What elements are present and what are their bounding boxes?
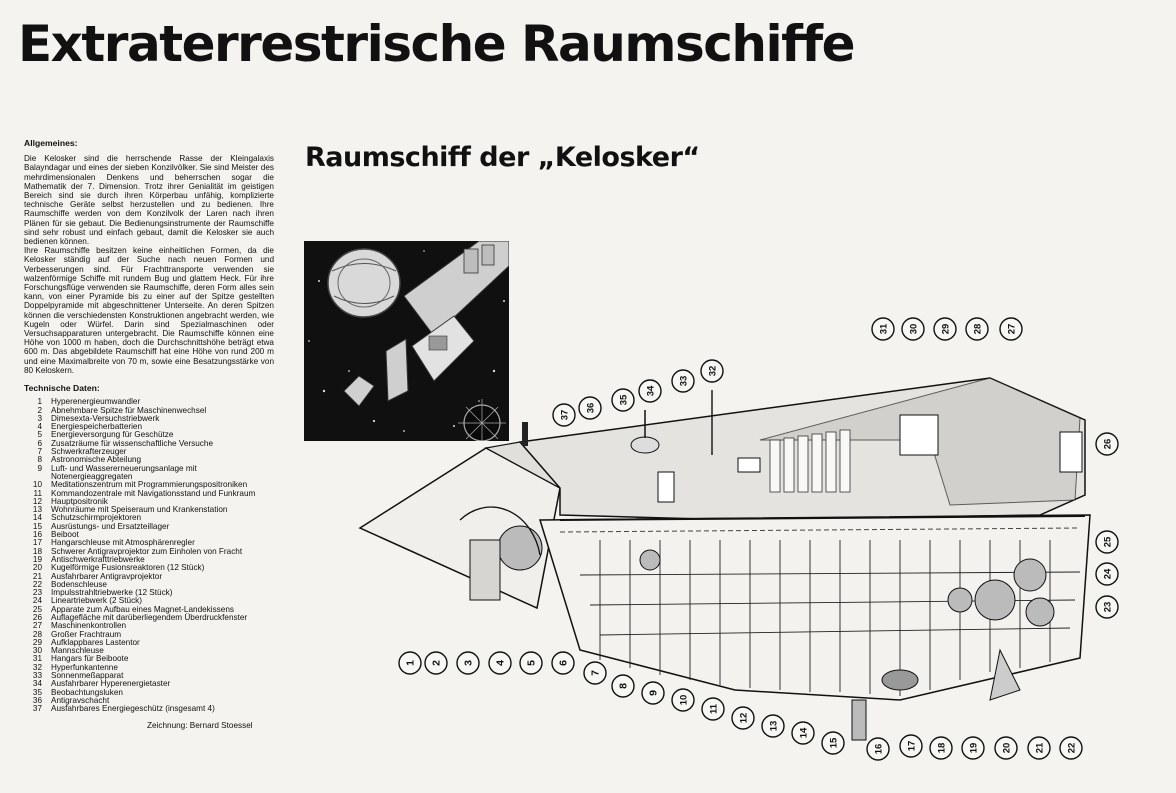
callout-number: 24 [1102,568,1114,580]
callout-number: 6 [557,660,570,666]
callout-number: 10 [678,694,690,706]
legend-number: 30 [32,646,42,656]
legend-label: Apparate zum Aufbau eines Magnet-Landekissens [51,604,234,614]
callout-number: 21 [1034,742,1046,754]
legend-label: Abnehmbare Spitze für Maschinenwechsel [51,405,207,415]
legend-label: Meditationszentrum mit Programmierungspositroniken [51,480,248,490]
legend-label: Lineartriebwerk (2 Stück) [51,596,143,606]
legend-number: 6 [37,438,42,448]
callout-number: 4 [494,660,507,666]
callout-number: 15 [828,737,840,749]
legend-label: Zusatzräume für wissenschaftliche Versuche [51,438,214,448]
legend-number: 10 [32,480,42,490]
legend-label: Ausfahrbarer Antigravprojektor [51,571,163,581]
legend-number: 33 [32,671,42,681]
callout-number: 14 [798,727,810,739]
legend-number: 23 [32,588,42,598]
legend-label: Mannschleuse [51,646,104,656]
legend-label: Sonnenmeßapparat [51,671,124,681]
callout-number: 11 [708,703,720,715]
callout-number: 31 [878,323,890,335]
legend-label: Hangarschleuse mit Atmosphärenregler [51,538,195,548]
legend-number: 26 [32,613,42,622]
legend-number: 12 [32,496,42,506]
legend-label: Auflagefläche mit darüberliegendem Überdruckfenster [51,613,248,622]
callout-number: 26 [1102,438,1114,450]
legend-number: 21 [32,571,42,581]
legend-label: Schutzschirmprojektoren [51,513,142,523]
legend-label: Energieversorgung für Geschütze [51,430,174,440]
callout-number: 22 [1066,742,1078,754]
legend-number: 15 [32,521,42,531]
callout-number: 27 [1006,323,1018,335]
legend-label: Beiboot [51,530,79,540]
callout-number: 19 [968,742,980,754]
callout-number: 5 [525,660,538,666]
legend-label: Ausfahrbares Energiegeschütz (insgesamt 4) [51,704,215,714]
legend-label: Kugelförmige Fusionsreaktoren (12 Stück) [51,563,205,573]
callout-number: 18 [936,742,948,754]
legend-label: Antischwerkrafttriebwerke [51,554,145,564]
legend-number: 19 [32,554,42,564]
legend-label: Ausfahrbarer Hyperenergietaster [51,679,171,689]
legend-label: Großer Frachtraum [51,629,122,639]
callout-number: 35 [618,394,630,406]
legend-label: Kommandozentrale mit Navigationsstand und Funkraum [51,488,256,498]
ship-subtitle: Raumschiff der „Kelosker“ [305,142,700,173]
legend-number: 35 [32,687,42,697]
callout-number: 20 [1001,742,1013,754]
legend-number: 2 [37,405,42,415]
legend-number: 4 [37,422,42,432]
legend-number: 9 [37,463,42,473]
legend-number: 5 [37,430,42,440]
legend-label: Hauptpositronik [51,496,108,506]
callout-number: 28 [972,323,984,335]
callout-number: 7 [589,670,602,676]
callout-number: 1 [404,660,417,666]
legend-number: 7 [37,447,42,457]
legend-label: Hangars für Beiboote [51,654,129,664]
legend-label: Impulsstrahltriebwerke (12 Stück) [51,588,173,598]
legend-label: Hyperfunkantenne [51,662,118,672]
legend-number: 11 [33,488,42,498]
legend-number: 27 [32,621,42,631]
callout-number: 32 [707,365,719,377]
main-title: Extraterrestrische Raumschiffe [18,15,855,73]
legend-number: 29 [32,637,42,647]
legend-label: Luft- und Wassererneuerungsanlage mit Notenergieaggregaten [51,463,197,481]
drawing-credit: Zeichnung: Bernard Stoessel [147,720,253,730]
callout-number: 13 [768,720,780,732]
legend-number: 17 [32,538,42,548]
legend-label: Schwerkrafterzeuger [51,447,127,457]
legend-number: 22 [32,579,42,589]
technical-heading: Technische Daten: [24,383,100,394]
callout-number: 16 [873,743,885,755]
legend-number: 32 [32,662,42,672]
legend-label: Bodenschleuse [51,579,107,589]
callout-number: 34 [645,385,657,397]
callout-number: 12 [738,712,750,724]
callout-number: 8 [617,683,630,689]
legend-number: 1 [37,397,42,407]
legend-number: 34 [32,679,42,689]
legend-number: 37 [32,704,42,714]
callout-number: 29 [940,323,952,335]
legend-label: Energiespeicherbatterien [51,422,143,432]
legend-label: Maschinenkontrollen [51,621,127,631]
legend-label: Beobachtungsluken [51,687,123,697]
legend-label: Astronomische Abteilung [51,455,142,465]
callout-number: 36 [585,402,597,414]
legend-number: 14 [32,513,42,523]
legend-number: 13 [32,505,42,515]
legend-number: 25 [32,604,42,614]
legend-number: 8 [37,455,42,465]
legend-label: Ausrüstungs- und Ersatzteillager [51,521,170,531]
general-paragraph-1: Die Kelosker sind die herrschende Rasse der Kleingalaxis Balayndagar und eines der sieben Konzilvölker. Sie sind Meister des mehrdimensionalen Denkens und beherrschen sogar die Mathematik der 7. Dimension. Trotz ihrer Genialität im geistigen Bereich sind sie durch ihren Körperbau unfähig, komplizierte technische Geräte selbst herzustellen und zu bedienen. Ihre Raumschiffe werden von dem Konzilvolk der Laren nach ihren Plänen für sie gebaut. Die Bedienungsinstrumente der Raumschiffe sind sehr robust und einfach gebaut, damit die Kelosker sie auch bedienen können. [24,154,274,247]
legend-number: 18 [32,546,42,556]
callout-number: 25 [1102,536,1114,548]
legend-number: 36 [32,695,42,705]
callout-number: 33 [678,375,690,387]
callout-number: 30 [908,323,920,335]
legend-number: 3 [37,413,42,423]
legend-label: Antigravschacht [51,695,110,705]
legend-number: 28 [32,629,42,639]
callout-number: 2 [430,660,443,666]
general-paragraph-2: Ihre Raumschiffe besitzen keine einheitlichen Formen, da die Kelosker ständig auf der Suche nach neuen Formen und Verbesserungen sind. Für Frachttransporte verwenden sie walzenförmige Schiffe mit rundem Bug und glattem Heck. Für ihre Forschungsflüge verwenden sie Raumschiffe, deren Form alles sein kann, von einer Pyramide bis zu einer auf der Spitze gestellten Doppelpyramide mit abgeschnittener Unterseite. An deren Spitzen können die verschiedensten Konstruktionen angebracht werden, wie Kugeln oder Würfel. Darin sind Spezialmaschinen oder Versuchsapparaturen untergebracht. Die Raumschiffe können eine Höhe von 1000 m haben, doch die Durchschnittshöhe beträgt etwa 600 m. Das abgebildete Raumschiff hat eine Höhe von rund 200 m und eine Maximalbreite von 70 m, sowie eine Besatzungsstärke von 80 Keloskern. [24,246,274,375]
callout-number: 9 [647,690,660,696]
callout-number: 23 [1102,601,1114,613]
callout-number: 3 [462,660,475,666]
legend-number: 24 [32,596,42,606]
legend-number: 20 [32,563,42,573]
general-heading: Allgemeines: [24,138,78,148]
legend-number: 16 [32,530,42,540]
legend-label: Dimesexta-Versuchstriebwerk [51,413,160,423]
legend-label: Hyperenergieumwandler [51,397,141,407]
legend-label: Schwerer Antigravprojektor zum Einholen von Fracht [51,546,243,556]
legend-number: 31 [32,654,42,664]
callout-number: 17 [906,740,918,752]
legend-label: Aufklappbares Lastentor [51,637,140,647]
legend-label: Wohnräume mit Speiseraum und Krankenstation [51,505,228,515]
callout-number: 37 [559,409,571,421]
